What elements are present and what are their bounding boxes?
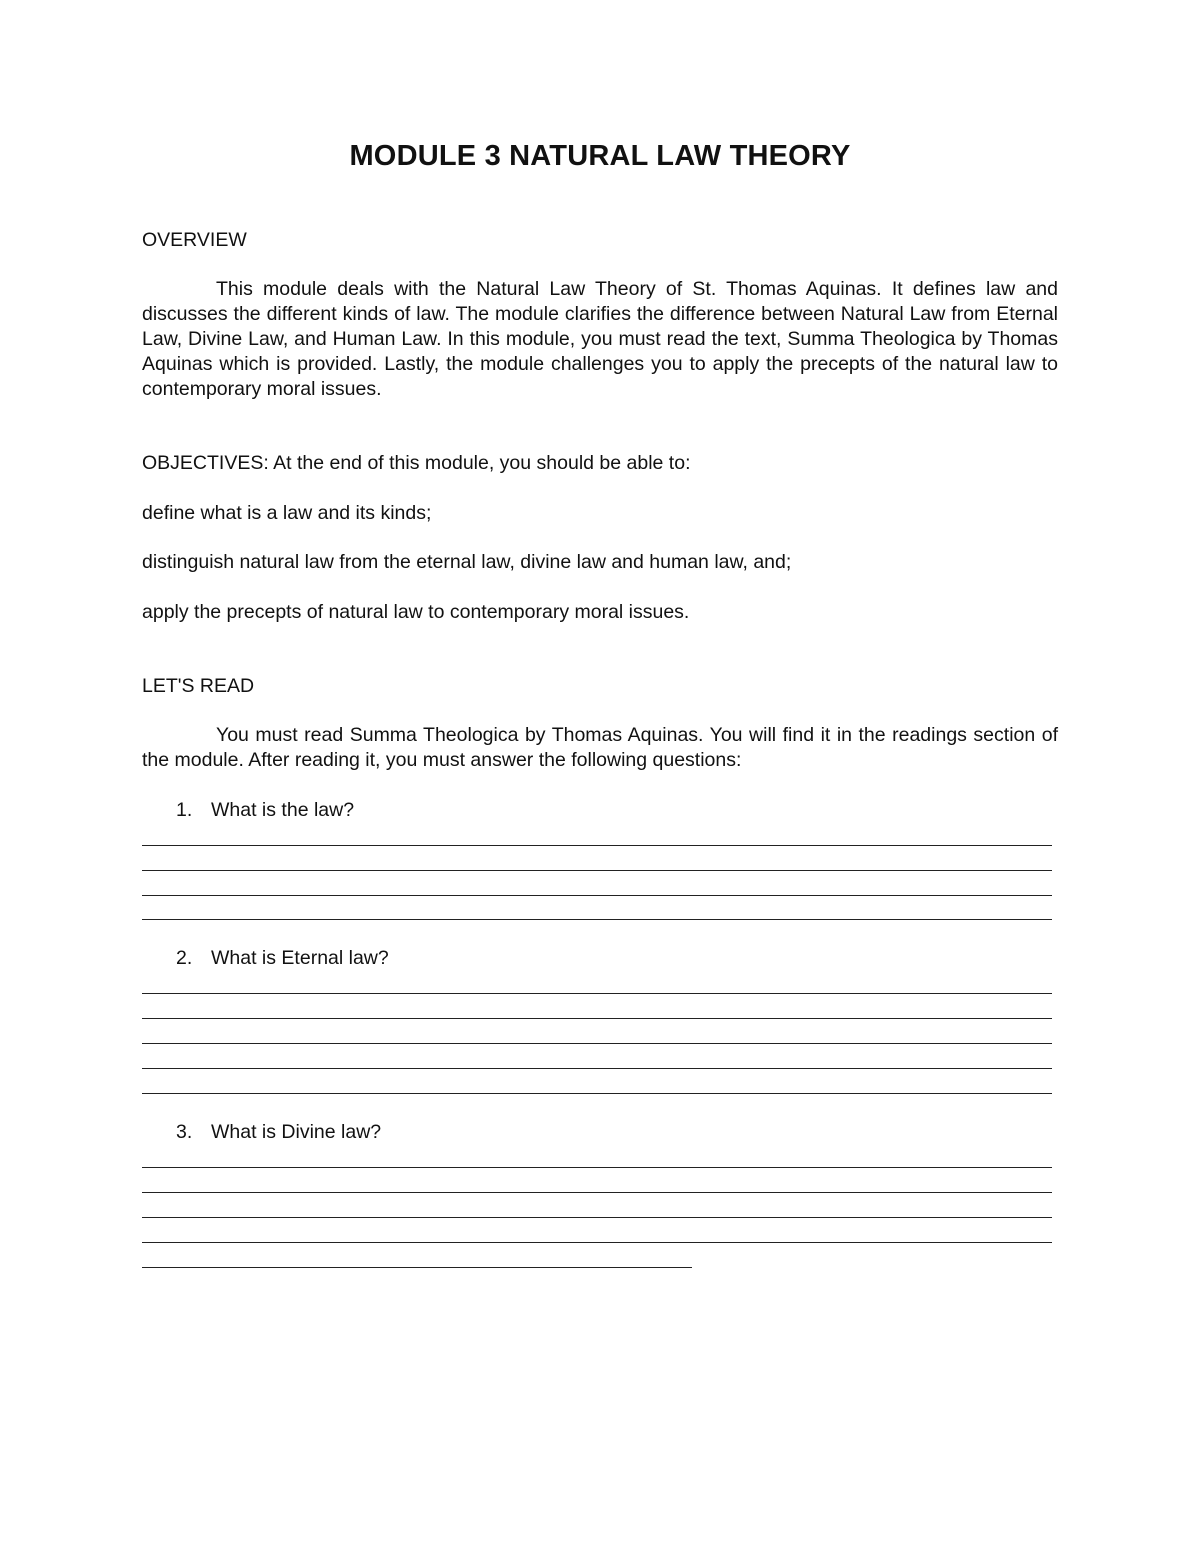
question-text: What is the law? [211,799,355,821]
answer-line[interactable] [142,1167,1052,1168]
answer-line[interactable] [142,1217,1052,1218]
question-number: 3. [176,1121,193,1143]
answer-line[interactable] [142,1018,1052,1019]
answer-line[interactable] [142,870,1052,871]
question-number: 2. [176,947,193,969]
objective-item: define what is a law and its kinds; [142,502,432,524]
answer-line[interactable] [142,895,1052,896]
question-text: What is Divine law? [211,1121,382,1143]
objectives-heading: OBJECTIVES: At the end of this module, you should be able to: [142,452,691,474]
answer-line[interactable] [142,1242,1052,1243]
answer-line[interactable] [142,1192,1052,1193]
objective-item: distinguish natural law from the eternal law, divine law and human law, and; [142,551,792,573]
answer-line[interactable] [142,993,1052,994]
answer-line[interactable] [142,919,1052,920]
page-title: MODULE 3 NATURAL LAW THEORY [349,140,851,172]
answer-line[interactable] [142,1093,1052,1094]
objective-item: apply the precepts of natural law to contemporary moral issues. [142,601,690,623]
question-text: What is Eternal law? [211,947,389,969]
answer-line[interactable] [142,1068,1052,1069]
answer-line[interactable] [142,1043,1052,1044]
overview-paragraph: This module deals with the Natural Law Theory of St. Thomas Aquinas. It defines law and discusses the different kinds of law. The module clarifies the difference between Natural Law from Eternal Law, Divine Law, and Human Law. In this module, you must read the text, Summa Theologica by Thomas Aquinas which is provided. Lastly, the module challenges you to apply the precepts of the natural law to contemporary moral issues. [142,278,1058,400]
overview-heading: OVERVIEW [142,229,247,251]
lets-read-heading: LET'S READ [142,675,255,697]
question-number: 1. [176,799,193,821]
answer-line[interactable] [142,845,1052,846]
lets-read-paragraph: You must read Summa Theologica by Thomas Aquinas. You will find it in the readings section of the module. After reading it, you must answer the following questions: [142,724,1058,771]
answer-line[interactable] [142,1267,692,1268]
